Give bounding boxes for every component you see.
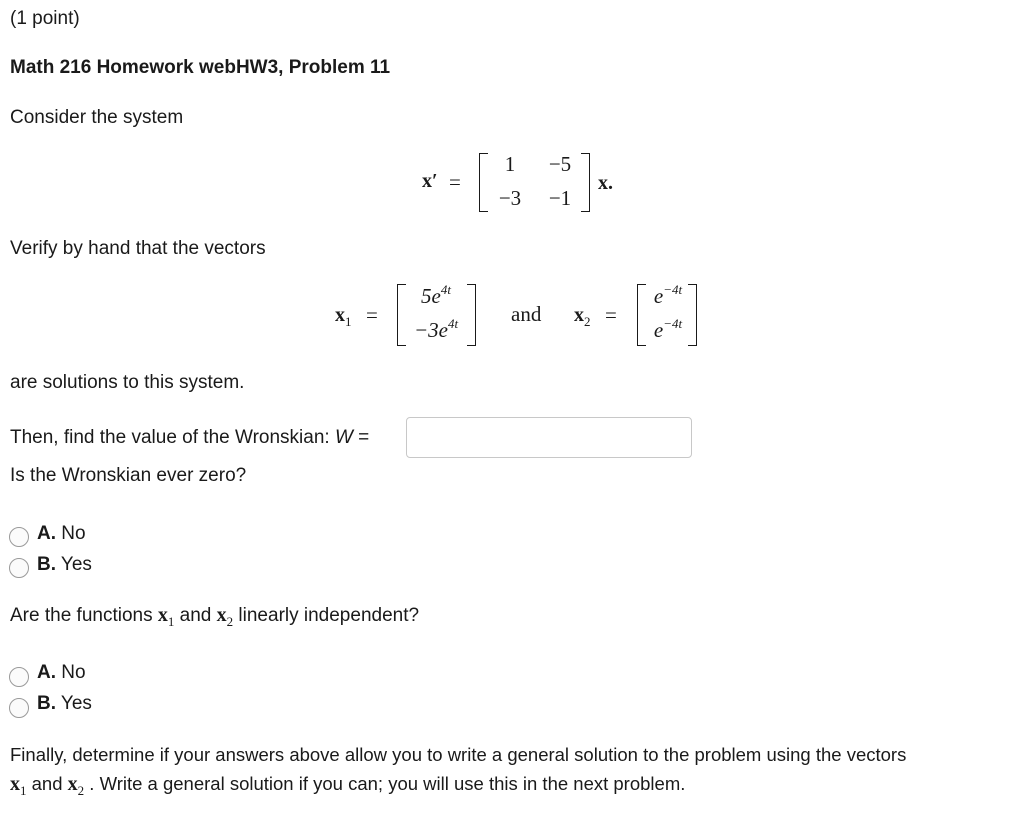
x2-entry-1: $e^{-4t}$ xyxy=(653,282,683,308)
wronskian-zero-option-a[interactable]: A. No xyxy=(37,523,86,544)
independence-option-b[interactable]: B. Yes xyxy=(37,693,92,714)
independence-option-a[interactable]: A. No xyxy=(37,662,86,683)
matrix-a21: −3 xyxy=(498,186,522,210)
independence-radio-a[interactable] xyxy=(9,667,29,687)
x-prime: x′ xyxy=(422,170,438,192)
x2-right-bracket xyxy=(688,284,697,346)
x1-equals: = xyxy=(366,303,378,327)
wronskian-zero-option-b[interactable]: B. Yes xyxy=(37,554,92,575)
solutions-text: are solutions to this system. xyxy=(10,372,245,393)
x-vector: x. xyxy=(598,172,613,194)
matrix-a11: 1 xyxy=(504,152,516,176)
wronskian-zero-radio-a[interactable] xyxy=(9,527,29,547)
matrix-right-bracket xyxy=(581,153,590,212)
x1-right-bracket xyxy=(467,284,476,346)
x2-label: $x_2$ xyxy=(574,304,591,329)
system-equals: = xyxy=(449,170,461,194)
x1-entry-2: $-3e^{4t}$ xyxy=(413,316,459,342)
x1-entry-1: $5e^{4t}$ xyxy=(421,282,451,308)
final-instruction-line2: $x_1$ and $x_2$ . Write a general solution if you can; you will use this in the next problem. xyxy=(10,773,686,798)
x1-label: $x_1$ xyxy=(335,304,352,329)
wronskian-zero-question: Is the Wronskian ever zero? xyxy=(10,465,247,486)
independence-question: Are the functions $x_1$ and $x_2$ linearly independent? xyxy=(10,604,420,629)
x2-entry-2: $e^{-4t}$ xyxy=(653,316,683,342)
matrix-a22: −1 xyxy=(548,186,572,210)
problem-title: Math 216 Homework webHW3, Problem 11 xyxy=(10,57,391,78)
verify-text: Verify by hand that the vectors xyxy=(10,238,266,259)
and-text: and xyxy=(511,302,542,326)
final-instruction-line1: Finally, determine if your answers above allow you to write a general solution to the problem using the vectors xyxy=(10,744,907,765)
x2-equals: = xyxy=(605,303,617,327)
consider-text: Consider the system xyxy=(10,107,184,128)
wronskian-input[interactable] xyxy=(406,417,692,458)
wronskian-zero-radio-b[interactable] xyxy=(9,558,29,578)
wronskian-prompt: Then, find the value of the Wronskian: W = xyxy=(10,427,370,448)
matrix-left-bracket xyxy=(479,153,488,212)
independence-radio-b[interactable] xyxy=(9,698,29,718)
matrix-a12: −5 xyxy=(548,152,572,176)
points-label: (1 point) xyxy=(10,8,80,29)
